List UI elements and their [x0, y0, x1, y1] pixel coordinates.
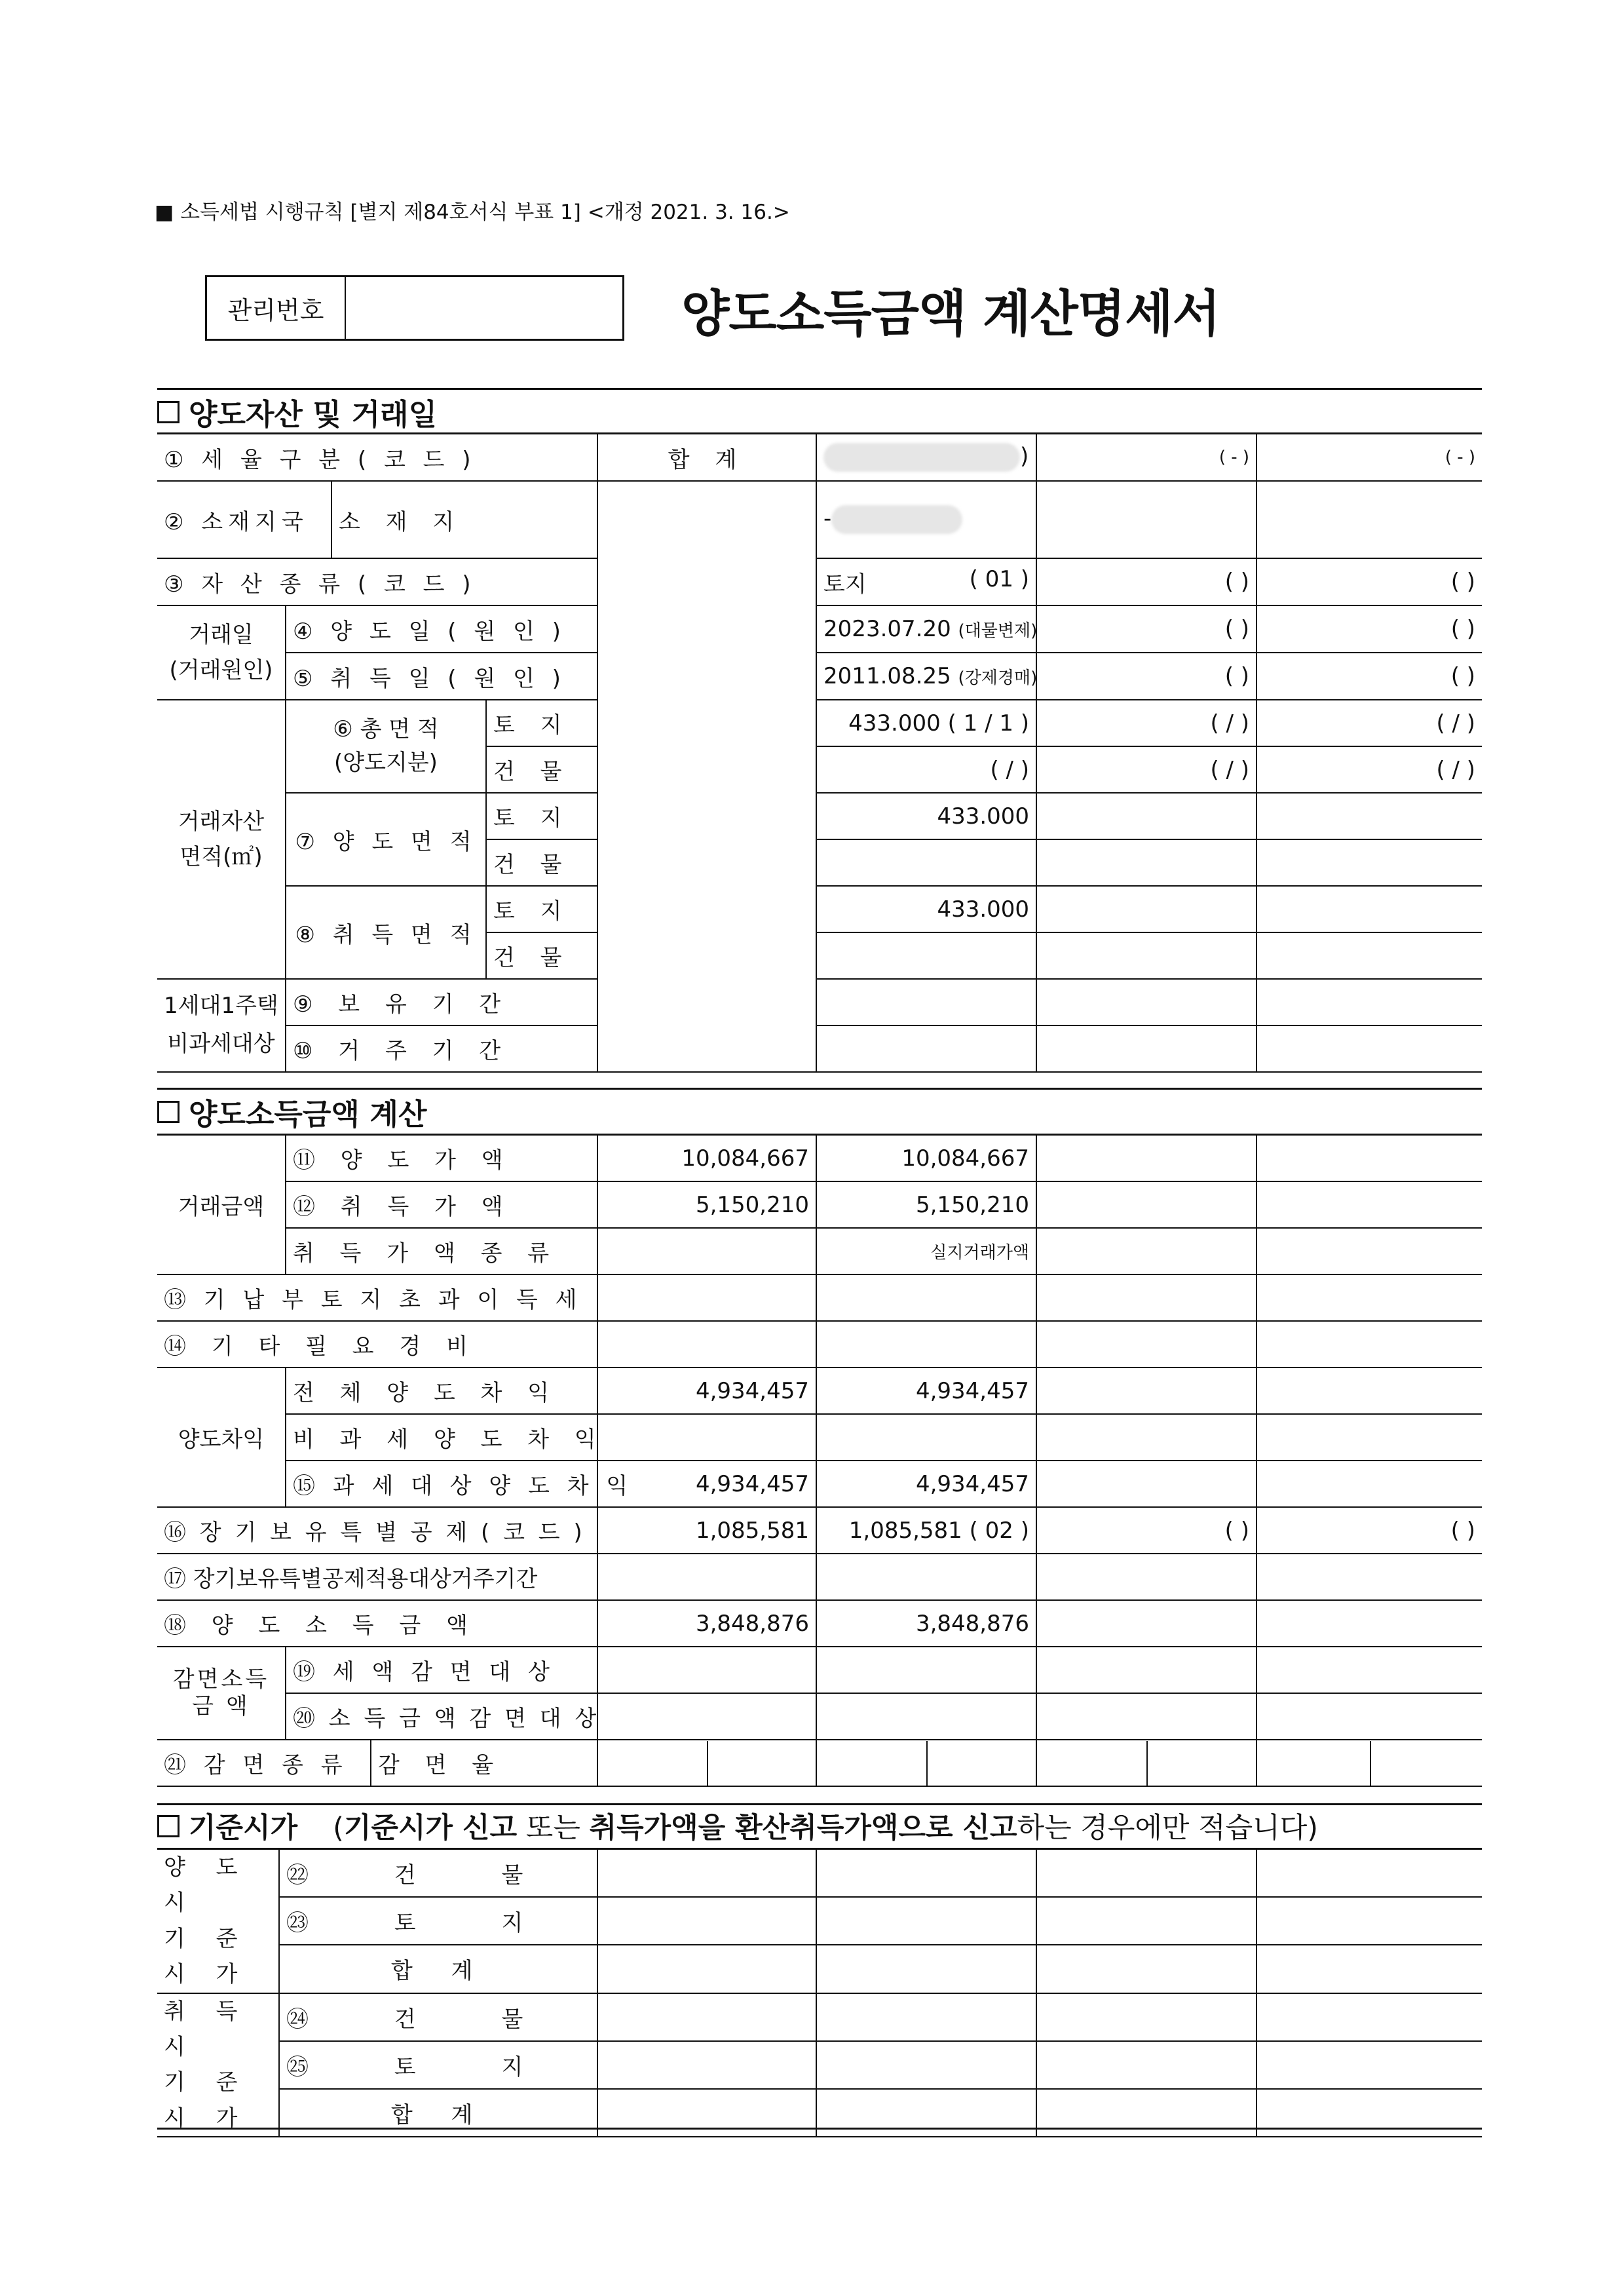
cell: [1256, 1849, 1482, 1897]
asset-type-col3: ( ): [1256, 558, 1482, 605]
total-header: 합 계: [597, 434, 816, 481]
total-area-building: ( / ): [816, 746, 1036, 793]
section-base-price-note: (기준시가 신고 또는 취득가액을 환산취득가액으로 신고하는 경우에만 적습니다): [333, 1812, 1319, 1845]
reduce-group-label: 감면소득 금 액: [157, 1647, 286, 1740]
location-country-label: ② 소재지국: [157, 481, 331, 558]
section-divider: [157, 1803, 1482, 1805]
cell: [1036, 1321, 1256, 1368]
cell: [1256, 1135, 1482, 1181]
reduce-cell: [816, 1740, 1036, 1786]
nontax-gain-label: 비 과 세 양 도 차 익: [286, 1414, 597, 1461]
asset-type-col2: ( ): [1036, 558, 1256, 605]
reduce-cell: [1036, 1740, 1256, 1786]
cell: [1036, 1554, 1256, 1600]
checkbox-icon: [157, 401, 179, 423]
cell: [597, 1849, 816, 1897]
tax-rate-col1: ): [816, 434, 1036, 481]
cell: [1256, 1461, 1482, 1507]
cell: [1256, 979, 1482, 1025]
total-gain-total: 4,934,457: [597, 1368, 816, 1414]
cell: [597, 1321, 816, 1368]
location-col2: [1036, 481, 1256, 558]
taxable-gain-value: 4,934,457: [816, 1461, 1036, 1507]
transfer-area-land: 433.000: [816, 793, 1036, 839]
acq-price-label: ⑫ 취 득 가 액: [286, 1181, 597, 1228]
building-24-label: ㉔ 건 물: [279, 1993, 597, 2041]
cell: [816, 932, 1036, 979]
cell: [1256, 1993, 1482, 2041]
cell: [1036, 2089, 1256, 2137]
acq-date-label: ⑤ 취 득 일 ( 원 인 ): [286, 653, 597, 700]
table-row: [157, 979, 1482, 1025]
cell: [1256, 886, 1482, 932]
cell: [1036, 1461, 1256, 1507]
table-row: [157, 1993, 1482, 2041]
cell: [1256, 1181, 1482, 1228]
checkbox-icon: [157, 1815, 179, 1837]
reduce-income-label: ⑳ 소 득 금 액 감 면 대 상: [286, 1693, 597, 1740]
cell: [1256, 1228, 1482, 1274]
total-gain-value: 4,934,457: [816, 1368, 1036, 1414]
taxable-gain-label: ⑮ 과 세 대 상 양 도 차 익: [286, 1461, 597, 1507]
land-label: 토 지: [486, 700, 597, 746]
residence-period-label: ⑩ 거 주 기 간: [286, 1025, 597, 1072]
building-22-label: ㉒ 건 물: [279, 1849, 597, 1897]
income-amount-label: ⑱ 양 도 소 득 금 액: [157, 1600, 597, 1647]
cell: [1036, 793, 1256, 839]
long-term-deduction-value: 1,085,581 ( 02 ): [816, 1507, 1036, 1554]
cell: [1256, 932, 1482, 979]
total-column-blank: [597, 481, 816, 1072]
table-row: [157, 1600, 1482, 1647]
cell: [816, 1321, 1036, 1368]
ltd-residence-label: ⑰ 장기보유특별공제적용대상거주기간: [157, 1554, 597, 1600]
reduce-tax-label: ⑲ 세 액 감 면 대 상: [286, 1647, 597, 1693]
reduce-cell: [1256, 1740, 1482, 1786]
building-label: 건 물: [486, 932, 597, 979]
cell: [1036, 1897, 1256, 1945]
transfer-base-group-label: 양 도 시 기 준 시 가: [157, 1849, 279, 1993]
table-row: [157, 1228, 1482, 1274]
checkbox-icon: [157, 1101, 179, 1123]
table-row: [157, 793, 1482, 839]
transfer-date-col2: ( ): [1036, 605, 1256, 653]
table-row: [157, 1945, 1482, 1993]
cell: [816, 2041, 1036, 2089]
gain-group-label: 양도차익: [157, 1368, 286, 1507]
table-row: [157, 558, 1482, 605]
cell: [597, 1945, 816, 1993]
total-area-land-col3: ( / ): [1256, 700, 1482, 746]
cell: [1036, 1274, 1256, 1321]
cell: [1256, 2089, 1482, 2137]
tax-rate-col2: ( - ): [1036, 434, 1256, 481]
cell: [1036, 1600, 1256, 1647]
management-number-box: [205, 275, 624, 341]
cell: [1036, 1228, 1256, 1274]
location-label: 소 재 지: [331, 481, 597, 558]
reduce-total-cell: [597, 1740, 816, 1786]
table-row: [157, 1897, 1482, 1945]
cell: [1256, 793, 1482, 839]
cell: [1256, 1025, 1482, 1072]
table-row: [157, 1181, 1482, 1228]
cell: [1256, 1554, 1482, 1600]
table-row: [157, 2089, 1482, 2137]
cell: [1256, 1897, 1482, 1945]
cell: [816, 839, 1036, 886]
total-area-label: ⑥ 총 면 적 (양도지분): [286, 700, 486, 793]
transfer-price-label: ⑪ 양 도 가 액: [286, 1135, 597, 1181]
cell: [1036, 1647, 1256, 1693]
cell: [816, 1274, 1036, 1321]
cell: [1036, 979, 1256, 1025]
section-divider: [157, 1088, 1482, 1090]
cell: [1036, 1849, 1256, 1897]
cell: [1256, 1321, 1482, 1368]
management-number-label: 관리번호: [207, 277, 346, 339]
building-label: 건 물: [486, 839, 597, 886]
acq-area-land: 433.000: [816, 886, 1036, 932]
other-expense-label: ⑭ 기 타 필 요 경 비: [157, 1321, 597, 1368]
asset-type-col1: 토지 ( 01 ): [816, 558, 1036, 605]
acq-date-col3: ( ): [1256, 653, 1482, 700]
cell: [597, 1897, 816, 1945]
cell: [1036, 886, 1256, 932]
cell: [1036, 839, 1256, 886]
acq-base-group-label: 취 득 시 기 준 시 가: [157, 1993, 279, 2137]
table-row: [157, 1135, 1482, 1181]
transfer-price-total: 10,084,667: [597, 1135, 816, 1181]
cell: [816, 1693, 1036, 1740]
table-row: [157, 1321, 1482, 1368]
cell: [1036, 1368, 1256, 1414]
table-row: [157, 1025, 1482, 1072]
cell: [597, 1693, 816, 1740]
cell: [1036, 1414, 1256, 1461]
long-term-deduction-label: ⑯ 장 기 보 유 특 별 공 제 ( 코 드 ): [157, 1507, 597, 1554]
cell: [597, 1274, 816, 1321]
cell: [1256, 1414, 1482, 1461]
cell: [1036, 1135, 1256, 1181]
table-row: [157, 1461, 1482, 1507]
section-income-title: 양도소득금액 계산: [157, 1090, 426, 1133]
cell: [1256, 1368, 1482, 1414]
building-label: 건 물: [486, 746, 597, 793]
house-group-label: 1세대1주택 비과세대상: [157, 979, 286, 1072]
table-row: [157, 1414, 1482, 1461]
transfer-sum-label: 합 계: [279, 1945, 597, 1993]
cell: [1036, 1693, 1256, 1740]
long-term-deduction-total: 1,085,581: [597, 1507, 816, 1554]
cell: [597, 1414, 816, 1461]
table-row: [157, 1849, 1482, 1897]
holding-period-label: ⑨ 보 유 기 간: [286, 979, 597, 1025]
area-group-label: 거래자산 면적(㎡): [157, 700, 286, 979]
cell: [1256, 1274, 1482, 1321]
cell: [816, 1025, 1036, 1072]
land-tax-label: ⑬ 기 납 부 토 지 초 과 이 득 세: [157, 1274, 597, 1321]
cell: [1256, 1647, 1482, 1693]
trade-amount-group-label: 거래금액: [157, 1135, 286, 1274]
cell: [1036, 1181, 1256, 1228]
cell: [1036, 1025, 1256, 1072]
cell: [1036, 932, 1256, 979]
location-col3: [1256, 481, 1482, 558]
management-number-field[interactable]: [346, 277, 622, 339]
form-header-note: ■ 소득세법 시행규칙 [별지 제84호서식 부표 1] <개정 2021. 3. 16.>: [155, 201, 790, 224]
base-price-table: [157, 1848, 1482, 2137]
location-col1: -: [816, 481, 1036, 558]
transfer-price-value: 10,084,667: [816, 1135, 1036, 1181]
table-row: [157, 605, 1482, 653]
long-term-deduction-col3: ( ): [1256, 1507, 1482, 1554]
total-area-building-col3: ( / ): [1256, 746, 1482, 793]
cell: [816, 1414, 1036, 1461]
table-row: [157, 1274, 1482, 1321]
table-row: [157, 1647, 1482, 1693]
income-table: [157, 1134, 1482, 1787]
income-amount-total: 3,848,876: [597, 1600, 816, 1647]
land-label: 토 지: [486, 793, 597, 839]
table-row: [157, 653, 1482, 700]
cell: [816, 1849, 1036, 1897]
table-row: [157, 434, 1482, 481]
acq-price-value: 5,150,210: [816, 1181, 1036, 1228]
tax-rate-label: ① 세 율 구 분 ( 코 드 ): [157, 434, 597, 481]
section-divider: [157, 388, 1482, 390]
cell: [597, 2041, 816, 2089]
transfer-area-label: ⑦ 양 도 면 적: [286, 793, 486, 886]
section-base-price-title: 기준시가 (기준시가 신고 또는 취득가액을 환산취득가액으로 신고하는 경우에만 적습니다): [157, 1806, 1318, 1846]
acq-area-label: ⑧ 취 득 면 적: [286, 886, 486, 979]
cell: [816, 1993, 1036, 2041]
reduce-rate-label: 감 면 율: [371, 1740, 597, 1786]
asset-table: [157, 433, 1482, 1073]
transfer-date-label: ④ 양 도 일 ( 원 인 ): [286, 605, 597, 653]
land-23-label: ㉓ 토 지: [279, 1897, 597, 1945]
table-bottom-border: [157, 2128, 1482, 2130]
cell: [1036, 2041, 1256, 2089]
document-title: 양도소득금액 계산명세서: [681, 284, 1220, 343]
table-row: [157, 2041, 1482, 2089]
cell: [1036, 1945, 1256, 1993]
reduce-type-label: ㉑ 감 면 종 류: [157, 1740, 371, 1786]
transfer-date-value: 2023.07.20 (대물변제): [816, 605, 1036, 653]
acq-sum-label: 합 계: [279, 2089, 597, 2137]
transfer-date-col3: ( ): [1256, 605, 1482, 653]
cell: [597, 1993, 816, 2041]
cell: [597, 1228, 816, 1274]
cell: [1256, 1600, 1482, 1647]
total-area-land-col2: ( / ): [1036, 700, 1256, 746]
acq-date-col2: ( ): [1036, 653, 1256, 700]
table-row: [157, 1693, 1482, 1740]
cell: [816, 1897, 1036, 1945]
acq-date-value: 2011.08.25 (강제경매): [816, 653, 1036, 700]
cell: [816, 1945, 1036, 1993]
acq-type-value: 실지거래가액: [816, 1228, 1036, 1274]
long-term-deduction-col2: ( ): [1036, 1507, 1256, 1554]
land-25-label: ㉕ 토 지: [279, 2041, 597, 2089]
asset-type-label: ③ 자 산 종 류 ( 코 드 ): [157, 558, 597, 605]
acq-price-total: 5,150,210: [597, 1181, 816, 1228]
tax-rate-col3: ( - ): [1256, 434, 1482, 481]
table-row: [157, 1368, 1482, 1414]
section-asset-title: 양도자산 및 거래일: [157, 391, 437, 433]
table-row: [157, 700, 1482, 746]
income-amount-value: 3,848,876: [816, 1600, 1036, 1647]
taxable-gain-total: 4,934,457: [597, 1461, 816, 1507]
redacted-mark: [823, 443, 1020, 472]
cell: [597, 1647, 816, 1693]
table-row: [157, 1740, 1482, 1786]
total-area-building-col2: ( / ): [1036, 746, 1256, 793]
cell: [1256, 839, 1482, 886]
cell: [597, 1554, 816, 1600]
cell: [1256, 2041, 1482, 2089]
cell: [816, 1554, 1036, 1600]
table-row: [157, 886, 1482, 932]
table-row: [157, 1507, 1482, 1554]
total-gain-label: 전 체 양 도 차 익: [286, 1368, 597, 1414]
cell: [1256, 1945, 1482, 1993]
cell: [597, 2089, 816, 2137]
cell: [816, 1647, 1036, 1693]
table-row: [157, 481, 1482, 558]
land-label: 토 지: [486, 886, 597, 932]
total-area-land: 433.000 ( 1 / 1 ): [816, 700, 1036, 746]
trade-date-group-label: 거래일 (거래원인): [157, 605, 286, 700]
redacted-mark: [831, 505, 962, 534]
cell: [1036, 1993, 1256, 2041]
cell: [816, 979, 1036, 1025]
cell: [1256, 1693, 1482, 1740]
table-row: [157, 1554, 1482, 1600]
cell: [816, 2089, 1036, 2137]
acq-type-label: 취 득 가 액 종 류: [286, 1228, 597, 1274]
